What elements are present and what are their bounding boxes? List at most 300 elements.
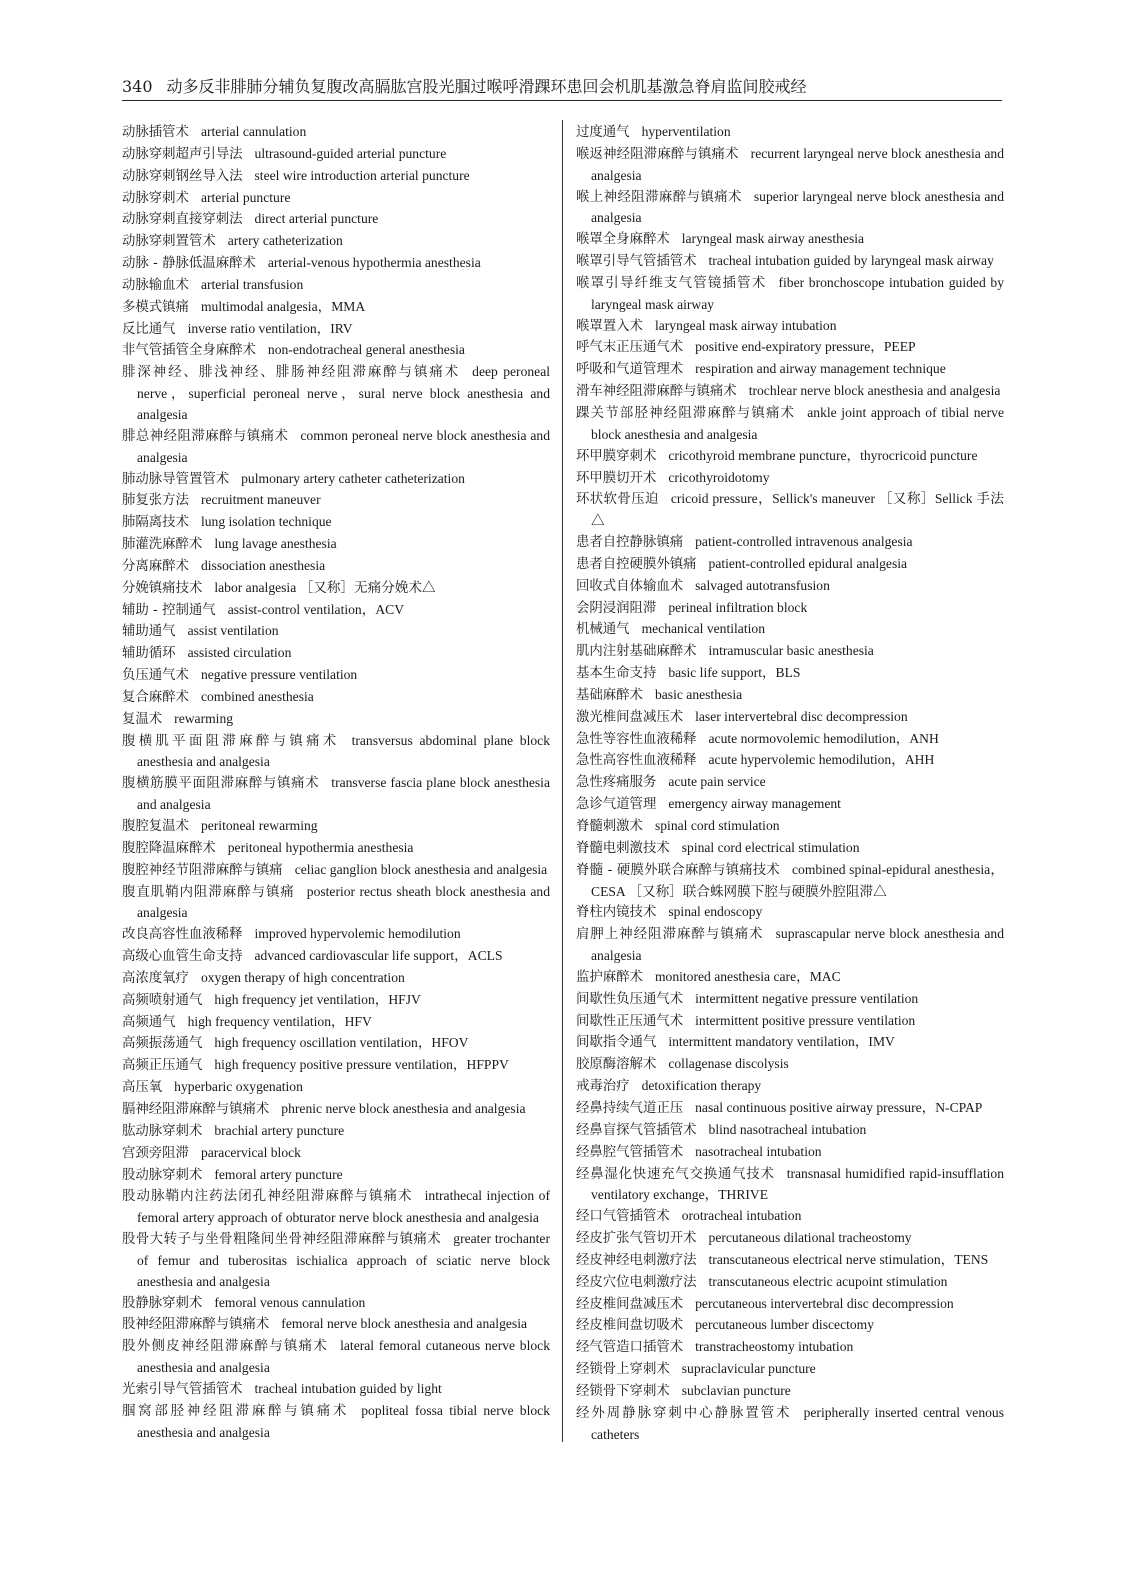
- glossary-entry: [122, 1099, 550, 1121]
- term-chinese: 呼气末正压通气术: [576, 340, 684, 356]
- term-english: transverse fascia plane block anesthesia and analgesia: [137, 775, 550, 813]
- glossary-entry: [122, 1293, 550, 1315]
- term-chinese: 经皮椎间盘减压术: [576, 1296, 684, 1312]
- term-chinese: 呼吸和气道管理术: [576, 362, 684, 378]
- term-english: intrathecal injection of femoral artery approach of obturator nerve block anesthesia and analgesia: [137, 1188, 550, 1226]
- glossary-entry: [122, 275, 550, 297]
- term-chinese: 腓深神经、腓浅神经、腓肠神经阻滞麻醉与镇痛术: [122, 365, 461, 381]
- term-english: assist ventilation: [187, 623, 279, 639]
- term-english: salvaged autotransfusion: [695, 577, 830, 593]
- term-english: transtracheostomy intubation: [695, 1339, 854, 1355]
- term-english: basic anesthesia: [654, 686, 743, 702]
- glossary-entry: [122, 319, 550, 341]
- term-chinese: 经皮神经电刺激疗法: [576, 1252, 697, 1268]
- glossary-entry: [122, 924, 550, 946]
- term-chinese: 股动脉穿刺术: [122, 1167, 203, 1183]
- glossary-entry: [576, 229, 1004, 251]
- glossary-entry: [122, 231, 550, 253]
- glossary-entry: [122, 209, 550, 231]
- glossary-entry: [576, 967, 1004, 989]
- term-english: recruitment maneuver: [200, 492, 321, 508]
- term-chinese: 基础麻醉术: [576, 687, 643, 703]
- glossary-entry: [576, 685, 1004, 707]
- glossary-entry: [576, 251, 1004, 273]
- term-chinese: 环甲膜切开术: [576, 470, 657, 486]
- term-chinese: 辅助通气: [122, 624, 176, 640]
- term-chinese: 高频振荡通气: [122, 1036, 203, 1052]
- term-english: transnasal humidified rapid-insufflation ventilatory exchange，THRIVE: [591, 1165, 1004, 1203]
- term-english: cricoid pressure，Sellick's maneuver ［又称］Sellick 手法△: [591, 491, 1004, 529]
- term-english: common peroneal nerve block anesthesia and analgesia: [137, 427, 550, 465]
- term-chinese: 多模式镇痛: [122, 299, 189, 315]
- term-english: steel wire introduction arterial puncture: [254, 167, 470, 183]
- term-chinese: 经锁骨下穿刺术: [576, 1383, 670, 1399]
- term-english: pulmonary artery catheter catheterization: [241, 470, 465, 486]
- term-chinese: 负压通气术: [122, 668, 189, 684]
- glossary-entry: [576, 989, 1004, 1011]
- term-english: laryngeal mask airway intubation: [654, 317, 837, 333]
- term-english: spinal cord stimulation: [654, 818, 780, 833]
- glossary-entry: [576, 1032, 1004, 1054]
- term-chinese: 动脉穿刺钢丝导入法: [122, 168, 243, 184]
- term-chinese: 急性高容性血液稀释: [576, 753, 697, 769]
- term-chinese: 辅助循环: [122, 646, 176, 662]
- term-english: assisted circulation: [187, 645, 292, 661]
- glossary-entry: [122, 643, 550, 665]
- term-english: intramuscular basic anesthesia: [708, 643, 874, 659]
- term-chinese: 踝关节部胫神经阻滞麻醉与镇痛术: [576, 405, 796, 421]
- term-chinese: 喉上神经阻滞麻醉与镇痛术: [576, 189, 742, 205]
- term-chinese: 经气管造口插管术: [576, 1340, 684, 1356]
- term-chinese: 腹腔降温麻醉术: [122, 840, 216, 856]
- glossary-entry: [576, 187, 1004, 230]
- term-english: deep peroneal nerve，superficial peroneal nerve，sural nerve block anesthesia and analgesia: [137, 364, 551, 422]
- glossary-entry: [576, 924, 1004, 967]
- term-english: orotracheal intubation: [681, 1208, 802, 1224]
- glossary-entry: [576, 359, 1004, 381]
- term-chinese: 急性疼痛服务: [576, 775, 657, 791]
- glossary-entry: [122, 534, 550, 556]
- term-chinese: 患者自控静脉镇痛: [576, 535, 684, 551]
- term-chinese: 经皮扩张气管切开术: [576, 1231, 697, 1247]
- term-english: ultrasound-guided arterial puncture: [254, 145, 447, 161]
- glossary-entry: [122, 1055, 550, 1077]
- glossary-entry: [122, 1379, 550, 1401]
- term-chinese: 经口气管插管术: [576, 1209, 670, 1225]
- glossary-entry: [576, 1381, 1004, 1403]
- glossary-entry: [576, 663, 1004, 685]
- term-english: negative pressure ventilation: [200, 667, 358, 683]
- glossary-entry: [122, 1077, 550, 1099]
- term-chinese: 腹腔神经节阻滞麻醉与镇痛: [122, 862, 283, 878]
- glossary-entry: [122, 340, 550, 362]
- term-english: posterior rectus sheath block anesthesia and analgesia: [137, 883, 550, 921]
- term-chinese: 宫颈旁阻滞: [122, 1145, 189, 1161]
- glossary-entry: [122, 253, 550, 275]
- term-chinese: 喉罩引导气管插管术: [576, 254, 697, 270]
- glossary-entry: [576, 403, 1004, 446]
- term-chinese: 复合麻醉术: [122, 689, 189, 705]
- term-chinese: 激光椎间盘减压术: [576, 709, 684, 725]
- glossary-entry: [122, 512, 550, 534]
- term-chinese: 急性等容性血液稀释: [576, 731, 697, 747]
- term-chinese: 间歇性正压通气术: [576, 1013, 684, 1029]
- term-english: percutaneous intervertebral disc decompression: [695, 1295, 954, 1311]
- term-chinese: 喉罩置入术: [576, 318, 643, 334]
- term-english: ankle joint approach of tibial nerve block anesthesia and analgesia: [591, 404, 1004, 442]
- left-column: [122, 122, 550, 1443]
- term-chinese: 机械通气: [576, 622, 630, 638]
- glossary-entry: [122, 426, 550, 469]
- term-chinese: 非气管插管全身麻醉术: [122, 343, 256, 359]
- term-chinese: 肺复张方法: [122, 493, 189, 509]
- term-english: paracervical block: [200, 1144, 301, 1160]
- term-chinese: 股静脉穿刺术: [122, 1295, 203, 1311]
- term-english: subclavian puncture: [681, 1382, 791, 1398]
- term-english: femoral artery puncture: [214, 1166, 343, 1182]
- term-chinese: 高频通气: [122, 1014, 176, 1030]
- term-chinese: 改良高容性血液稀释: [122, 927, 243, 943]
- glossary-entry: [576, 337, 1004, 359]
- glossary-entry: [122, 773, 550, 816]
- running-header: [122, 76, 1002, 101]
- term-english: tracheal intubation guided by light: [254, 1380, 442, 1396]
- term-chinese: 间歇指令通气: [576, 1035, 657, 1051]
- header-index-characters: 动多反非腓肺分辅负复腹改高膈肱宫股光腘过喉呼滑踝环患回会机肌基激急脊肩监间胶戒经: [166, 77, 807, 96]
- term-chinese: 股外侧皮神经阻滞麻醉与镇痛术: [122, 1339, 329, 1355]
- term-chinese: 动脉输血术: [122, 277, 189, 293]
- term-english: lateral femoral cutaneous nerve block anesthesia and analgesia: [137, 1338, 550, 1376]
- term-english: hyperbaric oxygenation: [174, 1079, 303, 1095]
- glossary-entry: [576, 446, 1004, 468]
- term-english: laryngeal mask airway anesthesia: [681, 231, 865, 247]
- term-english: nasotracheal intubation: [695, 1143, 822, 1159]
- glossary-entry: [122, 816, 550, 838]
- term-chinese: 肱动脉穿刺术: [122, 1123, 203, 1139]
- glossary-entry: [576, 1359, 1004, 1381]
- glossary-entry: [576, 860, 1004, 903]
- glossary-entry: [576, 1054, 1004, 1076]
- glossary-entry: [576, 707, 1004, 729]
- term-chinese: 分娩镇痛技术: [122, 580, 203, 596]
- term-chinese: 喉罩引导纤维支气管镜插管术: [576, 275, 767, 291]
- glossary-entry: [576, 1315, 1004, 1337]
- term-english: multimodal analgesia，MMA: [200, 298, 366, 314]
- term-chinese: 患者自控硬膜外镇痛: [576, 556, 697, 572]
- term-chinese: 脊髓刺激术: [576, 819, 643, 834]
- term-chinese: 经鼻腔气管插管术: [576, 1144, 684, 1160]
- glossary-entry: [122, 968, 550, 990]
- term-chinese: 肺隔离技术: [122, 515, 189, 531]
- term-english: direct arterial puncture: [254, 211, 379, 227]
- term-chinese: 肩胛上神经阻滞麻醉与镇痛术: [576, 927, 764, 943]
- glossary-entry: [576, 1076, 1004, 1098]
- term-english: combined anesthesia: [200, 688, 314, 704]
- glossary-entry: [122, 1336, 550, 1379]
- term-english: hyperventilation: [641, 124, 731, 139]
- term-english: arterial-venous hypothermia anesthesia: [267, 255, 481, 271]
- glossary-entry: [122, 946, 550, 968]
- term-english: emergency airway management: [668, 796, 841, 812]
- term-english: acute pain service: [668, 774, 766, 790]
- term-chinese: 腘窝部胫神经阻滞麻醉与镇痛术: [122, 1403, 350, 1419]
- glossary-entry: [122, 1401, 550, 1444]
- glossary-entry: [576, 1294, 1004, 1316]
- glossary-entry: [576, 750, 1004, 772]
- term-chinese: 经鼻盲探气管插管术: [576, 1122, 697, 1138]
- glossary-entry: [122, 1186, 550, 1229]
- term-english: tracheal intubation guided by laryngeal mask airway: [708, 253, 994, 269]
- glossary-entry: [576, 902, 1004, 924]
- right-column: [576, 122, 1004, 1445]
- term-chinese: 环状软骨压迫: [576, 492, 659, 508]
- term-english: high frequency ventilation，HFV: [187, 1013, 372, 1029]
- term-english: phrenic nerve block anesthesia and analgesia: [281, 1100, 526, 1116]
- term-english: supraclavicular puncture: [681, 1361, 816, 1377]
- term-english: spinal cord electrical stimulation: [681, 839, 860, 855]
- glossary-entry: [122, 556, 550, 578]
- glossary-entry: [576, 273, 1004, 316]
- glossary-entry: [576, 576, 1004, 598]
- term-english: patient-controlled intravenous analgesia: [695, 534, 913, 550]
- term-english: high frequency jet ventilation，HFJV: [214, 991, 421, 1007]
- term-chinese: 腹腔复温术: [122, 819, 189, 834]
- glossary-entry: [576, 1120, 1004, 1142]
- term-chinese: 高压氧: [122, 1080, 163, 1096]
- term-chinese: 滑车神经阻滞麻醉与镇痛术: [576, 384, 737, 400]
- term-english: femoral venous cannulation: [214, 1294, 366, 1310]
- term-chinese: 肺灌洗麻醉术: [122, 537, 203, 553]
- term-chinese: 股神经阻滞麻醉与镇痛术: [122, 1317, 270, 1333]
- term-english: fiber bronchoscope intubation guided by laryngeal mask airway: [591, 274, 1004, 312]
- glossary-entry: [122, 838, 550, 860]
- term-english: peritoneal hypothermia anesthesia: [227, 839, 414, 855]
- term-chinese: 高频喷射通气: [122, 992, 203, 1008]
- glossary-entry: [576, 838, 1004, 860]
- term-english: intermittent positive pressure ventilation: [695, 1012, 916, 1028]
- term-english: non-endotracheal general anesthesia: [267, 342, 465, 358]
- glossary-entry: [576, 1098, 1004, 1120]
- glossary-entry: [576, 1272, 1004, 1294]
- term-english: respiration and airway management technique: [695, 361, 946, 377]
- glossary-entry: [122, 144, 550, 166]
- term-chinese: 膈神经阻滞麻醉与镇痛术: [122, 1101, 270, 1117]
- term-english: improved hypervolemic hemodilution: [254, 926, 461, 942]
- glossary-entry: [122, 188, 550, 210]
- term-english: artery catheterization: [227, 233, 343, 249]
- term-english: spinal endoscopy: [668, 904, 763, 920]
- term-chinese: 经外周静脉穿刺中心静脉置管术: [576, 1405, 792, 1421]
- glossary-entry: [122, 990, 550, 1012]
- term-english: rewarming: [174, 710, 234, 726]
- term-chinese: 动脉 - 静脉低温麻醉术: [122, 256, 256, 272]
- term-english: acute normovolemic hemodilution，ANH: [708, 730, 939, 746]
- glossary-entry: [576, 381, 1004, 403]
- term-chinese: 股骨大转子与坐骨粗隆间坐骨神经阻滞麻醉与镇痛术: [122, 1232, 442, 1248]
- term-chinese: 胶原酶溶解术: [576, 1057, 657, 1073]
- term-english: popliteal fossa tibial nerve block anesthesia and analgesia: [137, 1402, 550, 1440]
- term-chinese: 回收式自体输血术: [576, 578, 684, 594]
- page-number: 340: [122, 77, 153, 96]
- term-english: perineal infiltration block: [668, 599, 808, 615]
- glossary-entry: [122, 1012, 550, 1034]
- term-english: transversus abdominal plane block anesthesia and analgesia: [137, 732, 551, 770]
- term-english: nasal continuous positive airway pressure，N-CPAP: [695, 1099, 983, 1115]
- term-english: transcutaneous electrical nerve stimulation，TENS: [708, 1251, 989, 1267]
- glossary-entry: [576, 144, 1004, 187]
- glossary-entry: [122, 600, 550, 622]
- term-chinese: 高频正压通气: [122, 1058, 203, 1074]
- term-english: oxygen therapy of high concentration: [200, 969, 405, 985]
- term-chinese: 动脉插管术: [122, 125, 189, 140]
- term-english: mechanical ventilation: [641, 621, 765, 637]
- glossary-entry: [122, 1143, 550, 1165]
- term-chinese: 动脉穿刺术: [122, 190, 189, 206]
- term-chinese: 复温术: [122, 711, 163, 727]
- glossary-entry: [122, 1165, 550, 1187]
- term-english: monitored anesthesia care，MAC: [654, 968, 841, 984]
- term-chinese: 腹横肌平面阻滞麻醉与镇痛术: [122, 733, 340, 749]
- glossary-entry: [576, 122, 1004, 144]
- term-english: peritoneal rewarming: [200, 818, 318, 833]
- column-divider: [562, 120, 563, 1442]
- term-english: high frequency oscillation ventilation，HFOV: [214, 1035, 469, 1051]
- term-english: peripherally inserted central venous catheters: [591, 1404, 1005, 1442]
- term-chinese: 分离麻醉术: [122, 558, 189, 574]
- term-english: positive end-expiratory pressure，PEEP: [695, 339, 916, 355]
- term-english: brachial artery puncture: [214, 1122, 345, 1138]
- term-english: high frequency positive pressure ventilation，HFPPV: [214, 1057, 509, 1073]
- term-chinese: 高级心血管生命支持: [122, 949, 243, 965]
- term-english: acute hypervolemic hemodilution，AHH: [708, 752, 935, 768]
- term-english: greater trochanter of femur and tuberositas ischialica approach of sciatic nerve block anesthesia and analgesia: [137, 1231, 550, 1289]
- term-english: transcutaneous electric acupoint stimulation: [708, 1273, 948, 1289]
- term-english: laser intervertebral disc decompression: [695, 708, 908, 724]
- glossary-entry: [576, 619, 1004, 641]
- glossary-entry: [576, 1164, 1004, 1207]
- term-chinese: 会阴浸润阻滞: [576, 600, 657, 616]
- term-english: intermittent negative pressure ventilation: [695, 990, 919, 1006]
- term-chinese: 过度通气: [576, 125, 630, 140]
- term-chinese: 辅助 - 控制通气: [122, 602, 216, 618]
- term-chinese: 肌内注射基础麻醉术: [576, 644, 697, 660]
- glossary-entry: [576, 816, 1004, 838]
- term-chinese: 环甲膜穿刺术: [576, 448, 657, 464]
- glossary-entry: [576, 1403, 1004, 1446]
- term-english: percutaneous lumber discectomy: [695, 1317, 875, 1333]
- glossary-entry: [122, 469, 550, 491]
- glossary-entry: [576, 316, 1004, 338]
- glossary-entry: [576, 598, 1004, 620]
- term-english: detoxification therapy: [641, 1078, 762, 1094]
- term-english: collagenase discolysis: [668, 1056, 789, 1072]
- term-english: lung lavage anesthesia: [214, 536, 337, 552]
- glossary-entry: [576, 794, 1004, 816]
- term-english: blind nasotracheal intubation: [708, 1121, 867, 1137]
- term-chinese: 反比通气: [122, 321, 176, 337]
- term-chinese: 腹直肌鞘内阻滞麻醉与镇痛: [122, 884, 295, 900]
- term-english: femoral nerve block anesthesia and analgesia: [281, 1316, 528, 1332]
- glossary-entry: [122, 731, 550, 774]
- term-english: arterial cannulation: [200, 124, 307, 139]
- glossary-entry: [122, 882, 550, 925]
- glossary-entry: [122, 621, 550, 643]
- term-english: celiac ganglion block anesthesia and analgesia: [294, 861, 548, 877]
- term-chinese: 高浓度氧疗: [122, 970, 189, 986]
- term-chinese: 脊髓电刺激技术: [576, 840, 670, 856]
- glossary-entry: [576, 468, 1004, 490]
- term-english: inverse ratio ventilation，IRV: [187, 320, 353, 336]
- glossary-entry: [576, 1228, 1004, 1250]
- term-english: lung isolation technique: [200, 514, 332, 530]
- term-english: combined spinal-epidural anesthesia，CESA ［又称］联合蛛网膜下腔与硬膜外腔阻滞△: [591, 861, 1004, 899]
- glossary-entry: [122, 1121, 550, 1143]
- term-english: advanced cardiovascular life support，ACLS: [254, 948, 503, 964]
- term-chinese: 经鼻湿化快速充气交换通气技术: [576, 1166, 775, 1182]
- term-chinese: 股动脉鞘内注药法闭孔神经阻滞麻醉与镇痛术: [122, 1189, 413, 1205]
- term-english: percutaneous dilational tracheostomy: [708, 1230, 912, 1246]
- term-chinese: 动脉穿刺超声引导法: [122, 146, 243, 162]
- term-chinese: 脊髓 - 硬膜外联合麻醉与镇痛技术: [576, 862, 780, 878]
- glossary-entry: [576, 532, 1004, 554]
- glossary-entry: [122, 166, 550, 188]
- term-english: cricothyroidotomy: [668, 469, 770, 485]
- term-chinese: 脊柱内镜技术: [576, 905, 657, 921]
- glossary-entry: [122, 297, 550, 319]
- term-chinese: 经皮椎间盘切吸术: [576, 1318, 684, 1334]
- term-english: labor analgesia ［又称］无痛分娩术△: [214, 579, 436, 595]
- term-chinese: 基本生命支持: [576, 666, 657, 682]
- term-english: recurrent laryngeal nerve block anesthesia and analgesia: [591, 145, 1004, 183]
- term-chinese: 经鼻持续气道正压: [576, 1100, 684, 1116]
- term-chinese: 动脉穿刺直接穿刺法: [122, 212, 243, 228]
- term-english: suprascapular nerve block anesthesia and analgesia: [591, 926, 1004, 964]
- term-chinese: 喉罩全身麻醉术: [576, 232, 670, 248]
- term-chinese: 喉返神经阻滞麻醉与镇痛术: [576, 146, 739, 162]
- term-english: dissociation anesthesia: [200, 557, 326, 573]
- term-chinese: 腹横筋膜平面阻滞麻醉与镇痛术: [122, 776, 320, 792]
- glossary-entry: [576, 554, 1004, 576]
- glossary-entry: [576, 1337, 1004, 1359]
- glossary-entry: [576, 641, 1004, 663]
- term-chinese: 戒毒治疗: [576, 1079, 630, 1095]
- glossary-entry: [576, 1142, 1004, 1164]
- term-chinese: 急诊气道管理: [576, 797, 657, 813]
- glossary-entry: [122, 122, 550, 144]
- term-english: superior laryngeal nerve block anesthesia and analgesia: [591, 188, 1004, 226]
- glossary-entry: [122, 665, 550, 687]
- glossary-entry: [122, 860, 550, 882]
- term-chinese: 腓总神经阻滞麻醉与镇痛术: [122, 428, 289, 444]
- term-chinese: 监护麻醉术: [576, 969, 643, 985]
- term-chinese: 经皮穴位电刺激疗法: [576, 1274, 697, 1290]
- term-english: cricothyroid membrane puncture，thyrocricoid puncture: [668, 447, 978, 463]
- term-english: arterial puncture: [200, 189, 291, 205]
- glossary-entry: [576, 1250, 1004, 1272]
- term-english: basic life support，BLS: [668, 665, 801, 681]
- glossary-entry: [576, 772, 1004, 794]
- term-english: arterial transfusion: [200, 276, 304, 292]
- term-chinese: 间歇性负压通气术: [576, 991, 684, 1007]
- glossary-entry: [122, 1033, 550, 1055]
- glossary-entry: [122, 362, 550, 426]
- term-english: trochlear nerve block anesthesia and analgesia: [748, 383, 1001, 399]
- glossary-entry: [122, 1229, 550, 1293]
- glossary-entry: [122, 709, 550, 731]
- term-english: patient-controlled epidural analgesia: [708, 555, 908, 571]
- glossary-entry: [576, 729, 1004, 751]
- term-chinese: 经锁骨上穿刺术: [576, 1362, 670, 1378]
